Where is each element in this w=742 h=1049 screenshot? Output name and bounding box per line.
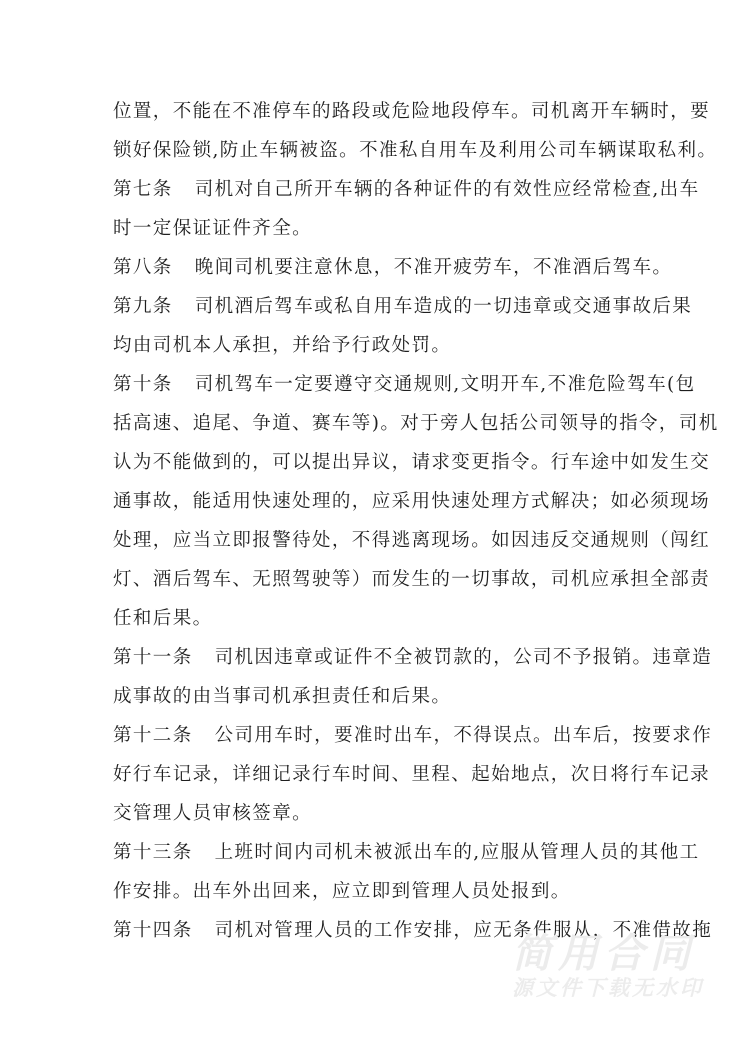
- text-line: [113, 529, 711, 553]
- line-text: 好行车记录，详细记录行车时间、里程、起始地点，次日将行车记录: [113, 764, 711, 785]
- article-number: 第十三条: [113, 842, 193, 863]
- line-text: 作安排。出车外出回来，应立即到管理人员处报到。: [113, 881, 571, 902]
- line-text: 司机对管理人员的工作安排，应无条件服从，不准借故拖: [214, 920, 713, 941]
- watermark-title: 简用合同: [512, 931, 696, 977]
- line-text: 处理，应当立即报警待处，不得逃离现场。如因违反交通规则（闯红: [113, 530, 711, 551]
- line-text: 司机因违章或证件不全被罚款的，公司不予报销。违章造: [214, 647, 713, 668]
- line-text: 认为不能做到的，可以提出异议，请求变更指令。行车途中如发生交: [113, 452, 711, 473]
- article-10: [113, 373, 696, 397]
- article-number: 第十四条: [113, 920, 193, 941]
- article-12: [113, 724, 713, 748]
- line-text: 位置，不能在不准停车的路段或危险地段停车。司机离开车辆时，要: [113, 101, 711, 122]
- text-line: [113, 334, 633, 358]
- line-text: 时一定保证证件齐全。: [113, 218, 313, 239]
- article-11: [113, 646, 713, 670]
- article-number: 第七条: [113, 179, 173, 200]
- article-number: 第十二条: [113, 725, 193, 746]
- text-line: [113, 607, 633, 631]
- text-line: [113, 802, 633, 826]
- text-line: [113, 763, 711, 787]
- article-8: [113, 256, 673, 280]
- article-7: [113, 178, 700, 202]
- line-text: 司机驾车一定要遵守交通规则,文明开车,不准危险驾车(包: [194, 374, 696, 395]
- article-9: [113, 295, 693, 319]
- article-number: 第八条: [113, 257, 173, 278]
- text-line: [113, 451, 711, 475]
- line-text: 晚间司机要注意休息，不准开疲劳车，不准酒后驾车。: [194, 257, 673, 278]
- article-number: 第十一条: [113, 647, 193, 668]
- text-line: [113, 412, 719, 436]
- line-text: 灯、酒后驾车、无照驾驶等）而发生的一切事故，司机应承担全部责: [113, 569, 711, 590]
- line-text: 公司用车时，要准时出车，不得误点。出车后，按要求作: [214, 725, 713, 746]
- line-text: 司机对自己所开车辆的各种证件的有效性应经常检查,出车: [194, 179, 700, 200]
- line-text: 交管理人员审核签章。: [113, 803, 313, 824]
- line-text: 通事故，能适用快速处理的，应采用快速处理方式解决；如必须现场: [113, 491, 711, 512]
- line-text: 锁好保险锁,防止车辆被盗。不准私自用车及利用公司车辆谋取私利。: [113, 140, 718, 161]
- line-text: 任和后果。: [113, 608, 213, 629]
- text-line: [113, 490, 711, 514]
- text-line: [113, 568, 711, 592]
- line-text: 均由司机本人承担，并给予行政处罚。: [113, 335, 452, 356]
- article-number: 第九条: [113, 296, 173, 317]
- text-line: [113, 685, 633, 709]
- line-text: 括高速、追尾、争道、赛车等)。对于旁人包括公司领导的指令，司机: [113, 413, 719, 434]
- article-13: [113, 841, 700, 865]
- text-line: [113, 139, 718, 163]
- text-line: [113, 880, 633, 904]
- line-text: 上班时间内司机未被派出车的,应服从管理人员的其他工: [214, 842, 700, 863]
- text-line: [113, 217, 633, 241]
- line-text: 司机酒后驾车或私自用车造成的一切违章或交通事故后果: [194, 296, 693, 317]
- article-number: 第十条: [113, 374, 173, 395]
- text-line: [113, 100, 711, 124]
- watermark-subtitle: 源文件下载无水印: [512, 976, 704, 1000]
- line-text: 成事故的由当事司机承担责任和后果。: [113, 686, 452, 707]
